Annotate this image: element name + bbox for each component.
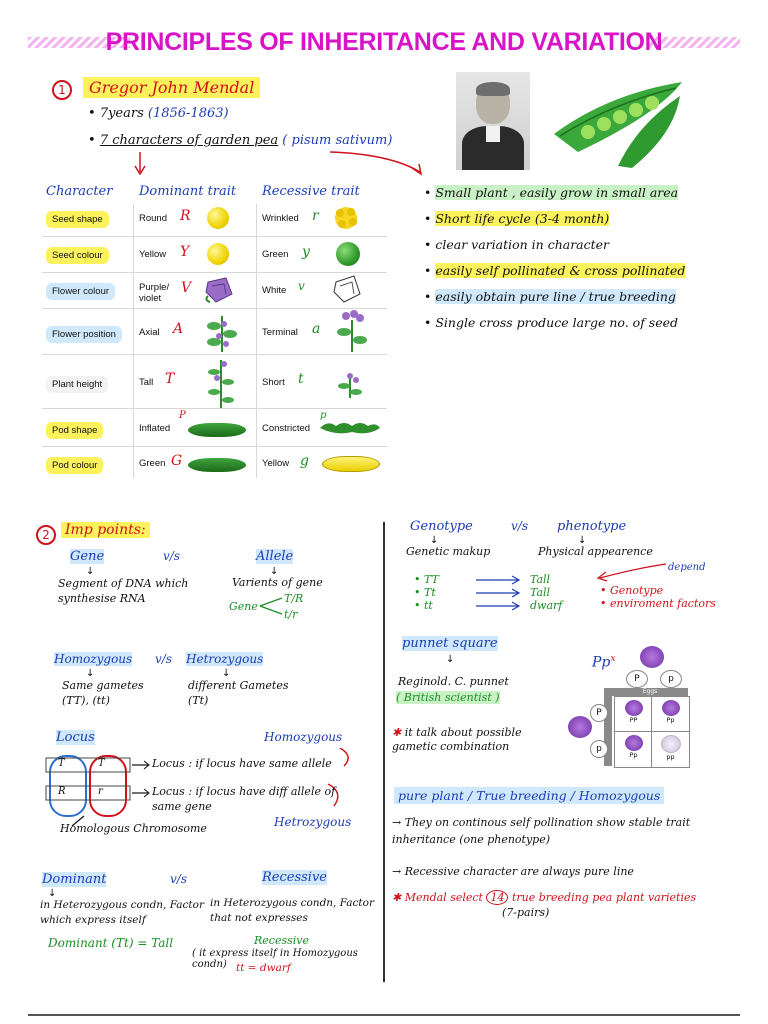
punnett-cell: PP [614,696,653,733]
violet-flower-icon [568,716,592,738]
constricted-pod-icon [318,418,382,438]
recessive-symbol: g [300,453,309,469]
allele-dominant: T/R [284,592,304,605]
mendal-select-note: ✱ Mendal select 14 true breeding pea plant varieties [392,891,697,904]
allele-recessive: t/r [284,608,298,621]
characters-arrows [130,150,430,180]
punnett-cell: pp [651,731,690,768]
vs-label: v/s [155,652,172,666]
down-arrow-icon: ↓ [578,535,587,546]
vs-label: v/s [170,872,187,886]
dominant-symbol: Y [180,244,190,260]
genotype-definition: Genetic makup [406,545,491,558]
purple-flower-icon [204,276,234,304]
table-row-character: Flower colour [46,283,115,300]
reason-item: • Single cross produce large no. of seed [424,315,679,330]
recessive-symbol: v [298,279,305,293]
imp-heading: Imp points: [61,522,150,538]
tall-plant-icon [206,358,236,408]
reason-item: • easily obtain pure line / true breeding [424,289,676,304]
phenotype-definition: Physical appearence [538,545,653,558]
gamete-circle: P [590,704,608,722]
locus-heterozygous: Hetrozygous [274,815,352,829]
recessive-symbol: r [312,208,319,224]
homologous-chromosome-label: Homologous Chromosome [60,822,207,835]
chromosome-allele: r [98,786,103,797]
dominant-symbol: A [173,321,184,337]
punnet-inventor: Reginold. C. punnet [398,675,509,688]
column-divider [383,522,385,982]
gamete-circle: p [590,740,608,758]
table-vline-2 [256,204,257,478]
recessive-trait: Terminal [262,327,298,338]
green-pod-icon [188,458,246,472]
dominant-definition: in Heterozygous condn, Factor which express itself [40,899,204,926]
down-arrow-icon: ↓ [270,566,279,577]
dominant-trait: Yellow [139,249,167,260]
recessive-trait: Short [262,377,285,388]
terminal-flower-plant-icon [334,310,370,352]
table-hline [42,408,387,409]
mendal-characters: • 7 characters of garden pea ( pisum sativum) [88,133,393,148]
dominant-symbol: T [165,371,175,387]
recessive-example: tt = dwarf [236,962,291,974]
round-seed-icon [207,207,229,229]
depend-arrow [588,556,672,582]
locus-label: Locus [56,730,95,745]
mendal-years: • 7years (1856-1863) [88,106,229,121]
reason-item: • easily self pollinated & cross pollinated [424,263,686,278]
cross-label: Pp$^x$ [592,654,616,671]
table-header-character: Character [46,184,113,199]
phenotype-label: phenotype [557,519,627,534]
recessive-definition: in Heterozygous condn, Factor that not expresses [210,897,374,924]
table-row-character: Seed colour [46,247,109,264]
dominant-label: Dominant [42,872,107,887]
recessive-trait: Constricted [262,423,311,434]
dominant-symbol: R [180,208,191,224]
dominant-trait: Round [139,213,167,224]
gene-definition: Segment of DNA which synthesise RNA [58,577,189,605]
genotype-phenotype-arrows [474,574,524,614]
recessive-trait: White [262,285,287,296]
phenotype-list: Tall Tall dwarf [530,573,563,612]
recessive-symbol: y [302,244,310,260]
short-plant-icon [336,370,364,398]
depend-label: depend [668,562,706,573]
chromosome-allele: R [58,786,66,797]
gene-word: Gene [229,600,258,613]
gamete-circle: p [660,670,682,688]
down-arrow-icon: ↓ [430,535,439,546]
chromosome-allele: T [98,758,105,769]
white-flower-icon [332,274,362,304]
punnett-cell: Pp [651,696,690,733]
recessive-symbol: a [312,321,321,337]
down-arrow-icon: ↓ [86,566,95,577]
punnett-cell: Pp [614,731,653,768]
recessive-symbol: p [320,410,327,421]
down-arrow-icon: ↓ [48,888,57,899]
recessive-trait: Green [262,249,289,260]
punnet-note: ✱ it talk about possible gametic combination [392,726,522,753]
recessive-example-note: ( it express itself in Homozygous condn) [192,948,358,970]
bottom-rule [28,1014,740,1016]
vs-label: v/s [511,519,528,533]
dominant-trait: Inflated [139,423,171,434]
inflated-pod-icon [188,423,246,437]
violet-flower-icon [640,646,664,668]
table-row-character: Seed shape [46,211,109,228]
recessive-symbol: t [298,371,304,387]
table-hline [42,272,387,273]
table-vline-1 [133,204,134,478]
homozygous-label: Homozygous [54,652,133,666]
section-2-number: 2 [36,525,56,545]
locus-homozygous-def: Locus : if locus have same allele [152,757,332,770]
page-title: PRINCIPLES OF INHERITANCE AND VARIATION [105,28,663,56]
dominant-symbol: G [171,453,183,469]
locus-homozygous: Homozygous [264,730,343,744]
phenotype-depends-list: • Genotype • enviroment factors [600,584,716,610]
dominant-trait: Axial [139,327,160,338]
table-row-character: Flower position [46,326,122,343]
genotype-label: Genotype [410,519,473,534]
down-arrow-icon: ↓ [86,668,95,679]
table-row-character: Pod colour [46,457,103,474]
recessive-label: Recessive [262,870,327,885]
pairs-note: (7-pairs) [502,906,550,919]
table-header-recessive: Recessive trait [262,184,360,199]
dominant-symbol: V [181,280,192,296]
mendal-portrait [456,72,530,170]
table-hline [42,308,387,309]
allele-branch-arrows [258,594,286,618]
dominant-example: Dominant (Tt) = Tall [48,936,174,950]
reason-item: • clear variation in character [424,237,610,252]
mendal-name: Gregor John Mendal [83,78,260,97]
locus-heterozygous-def: Locus : if locus have diff allele of same gene [152,785,336,813]
chromosome-allele: T [58,758,65,769]
green-seed-icon [336,242,360,266]
dominant-trait: Green [139,458,166,469]
table-row-character: Pod shape [46,422,103,439]
table-header-dominant: Dominant trait [139,184,237,199]
recessive-trait: Wrinkled [262,213,299,224]
punnet-nationality: ( British scientist ) [396,691,500,704]
pure-plant-definition: → They on continous self pollination show stable trait inheritance (one phenotype) [392,816,691,846]
yellow-seed-icon [207,243,229,265]
dominant-symbol: P [179,410,186,421]
table-row-character: Plant height [46,376,108,393]
reason-item: • Short life cycle (3-4 month) [424,211,610,226]
vs-label: v/s [163,549,180,563]
punnet-square-label: punnet square [402,636,498,651]
axial-flower-plant-icon [204,314,240,352]
homozygous-definition: Same gametes (TT), (tt) [62,679,144,707]
dominant-trait: Tall [139,377,154,388]
gamete-circle: P [626,670,648,688]
heterozygous-definition: different Gametes (Tt) [188,679,289,707]
allele-label: Allele [256,549,294,564]
section-1-number: 1 [52,80,72,100]
reason-item: • Small plant , easily grow in small area [424,185,679,200]
yellow-pod-icon [322,456,380,472]
down-arrow-icon: ↓ [446,654,455,665]
pea-pods-image [548,74,688,170]
pure-plant-heading: pure plant / True breeding / Homozygous [394,788,664,803]
genotype-list: • TT • Tt • tt [414,573,439,612]
gene-label: Gene [70,549,105,564]
heterozygous-label: Hetrozygous [186,652,264,666]
table-hline [42,354,387,355]
table-hline [42,236,387,237]
allele-definition: Varients of gene [232,576,323,589]
wrinkled-seed-icon [332,204,360,232]
recessive-pure-note: → Recessive character are always pure line [392,865,634,878]
table-hline [42,446,387,447]
recessive-trait: Yellow [262,458,290,469]
dominant-trait: Purple/ violet [139,282,170,304]
down-arrow-icon: ↓ [222,668,231,679]
eggs-bar: Eggs [612,688,688,696]
recessive-example-label: Recessive [254,934,309,947]
